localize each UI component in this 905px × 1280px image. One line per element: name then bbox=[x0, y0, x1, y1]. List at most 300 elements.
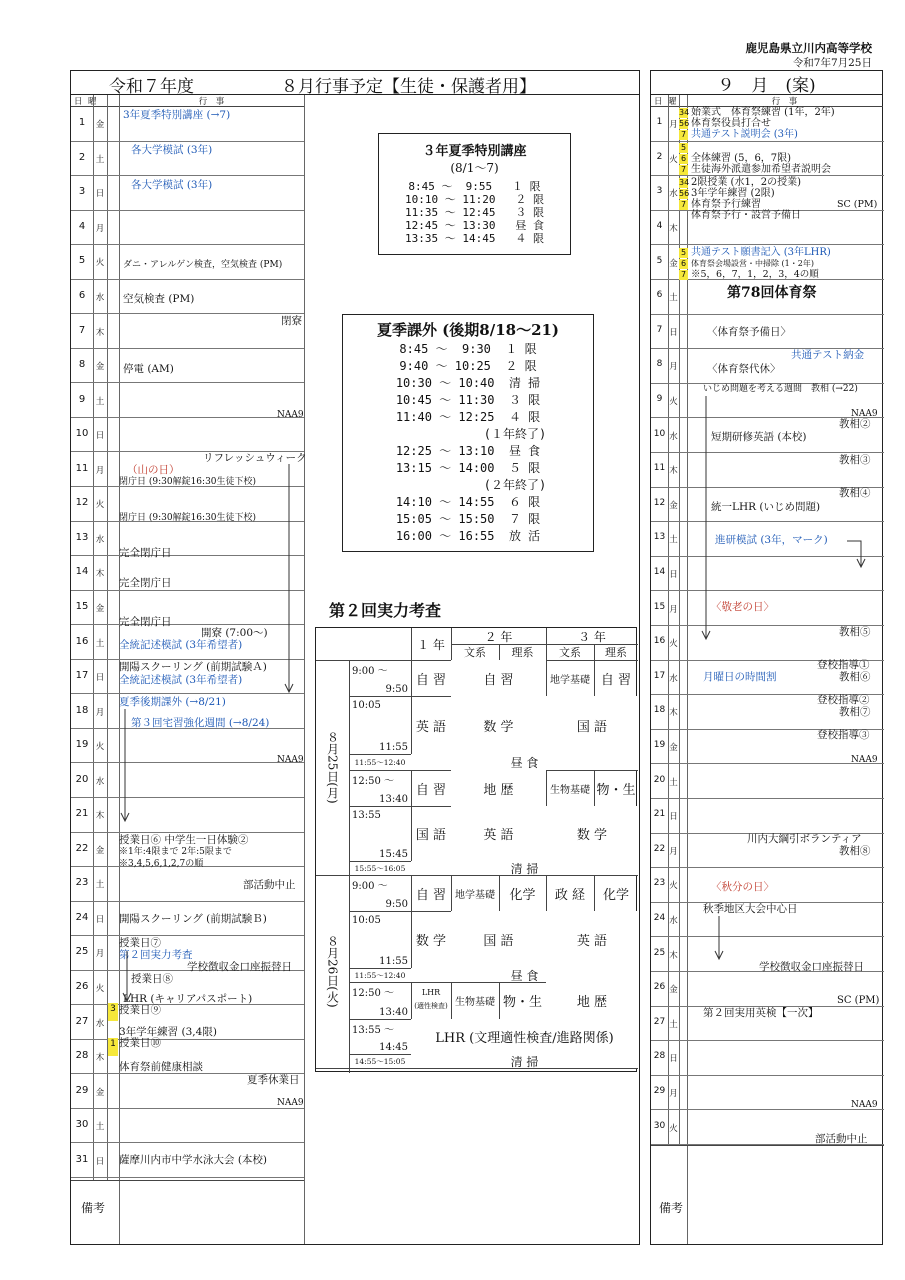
event: 閉庁日 (9:30解錠16:30生徒下校) bbox=[119, 513, 257, 523]
exam-table bbox=[315, 627, 637, 1072]
day-number: 21 bbox=[75, 808, 89, 820]
day-number: 13 bbox=[653, 532, 666, 543]
col-day: 日 bbox=[74, 97, 83, 107]
time-cell: 13:55 bbox=[352, 809, 381, 821]
event: 教相③ bbox=[839, 454, 871, 466]
time-cell: 11:55～12:40 bbox=[354, 970, 406, 980]
schedule-line: 11:40 ～ 12:25 ４ 限 bbox=[395, 410, 541, 424]
subject-cell: 自 習 bbox=[451, 660, 546, 696]
event: 教相⑤ bbox=[839, 626, 871, 638]
event: 体育祭前健康相談 bbox=[119, 1061, 203, 1073]
weekday: 月 bbox=[95, 465, 105, 476]
weekday: 月 bbox=[669, 604, 678, 615]
box-title: ３年夏季特別講座 bbox=[422, 144, 527, 159]
event: 2限授業 (水1，2の授業) bbox=[691, 177, 802, 188]
september-schedule bbox=[650, 70, 883, 1245]
event: 登校指導② bbox=[817, 694, 870, 706]
event: 体育祭役員打合せ bbox=[691, 118, 771, 129]
schedule-line: (１年終了) bbox=[389, 427, 547, 441]
weekday: 火 bbox=[669, 881, 678, 892]
event: 3年学年練習 (2限) bbox=[691, 188, 775, 199]
subject-cell: 数 学 bbox=[415, 934, 447, 949]
day-number: 5 bbox=[78, 255, 86, 267]
event: ダニ・アレルゲン検査，空気検査 (PM) bbox=[123, 260, 283, 270]
day-number: 15 bbox=[653, 601, 666, 612]
period-marker: 56 bbox=[679, 119, 690, 128]
weekday: 日 bbox=[95, 1156, 105, 1167]
event: 共通テスト納金 bbox=[791, 349, 865, 361]
event: 体育祭会場設営・中掃除 (1・2年) bbox=[691, 259, 814, 268]
event: 薩摩川内市中学水泳大会 (本校) bbox=[119, 1154, 268, 1166]
day-number: 13 bbox=[75, 531, 89, 543]
weekday: 日 bbox=[669, 1054, 678, 1065]
event: （山の日） bbox=[127, 464, 180, 476]
day-number: 14 bbox=[653, 567, 666, 578]
weekday: 土 bbox=[95, 1122, 105, 1133]
day-number: 8 bbox=[78, 359, 86, 371]
day-number: 23 bbox=[75, 877, 89, 889]
header-cell: 文系 bbox=[464, 646, 486, 659]
weekday: 水 bbox=[95, 534, 105, 545]
clean-cell: 清 掃 bbox=[411, 861, 638, 875]
event: 短期研修英語 (本校) bbox=[711, 431, 807, 443]
lunch-cell: 昼 食 bbox=[411, 754, 638, 770]
day-number: 17 bbox=[653, 670, 666, 681]
weekday: 火 bbox=[669, 154, 678, 165]
subject-cell: 国 語 bbox=[451, 911, 546, 968]
event: 授業日⑦ bbox=[119, 937, 161, 949]
day-number: 15 bbox=[75, 600, 89, 612]
schedule-line: 9:40 ～ 10:25 ２ 限 bbox=[399, 359, 537, 373]
weekday: 火 bbox=[95, 742, 105, 753]
col-week: 曜 bbox=[668, 97, 677, 107]
schedule-line: 15:05 ～ 15:50 ７ 限 bbox=[395, 512, 541, 526]
header-cell: ２ 年 bbox=[484, 629, 513, 644]
event: 学校徴収金口座振替日 bbox=[759, 961, 864, 973]
weekday: 日 bbox=[669, 812, 678, 823]
weekday: 火 bbox=[669, 1123, 678, 1134]
day-number: 9 bbox=[78, 393, 86, 405]
day-number: 23 bbox=[653, 878, 666, 889]
weekday: 土 bbox=[669, 1019, 678, 1030]
day-number: 27 bbox=[75, 1015, 89, 1027]
event: 月曜日の時間割 bbox=[703, 671, 777, 683]
weekday: 水 bbox=[669, 916, 678, 927]
day-number: 4 bbox=[656, 221, 663, 232]
weekday: 火 bbox=[669, 397, 678, 408]
time-cell: 11:55 bbox=[379, 741, 408, 753]
subject-cell: 自 習 bbox=[600, 672, 632, 688]
col-day: 日 bbox=[654, 97, 663, 107]
event: 部活動中止 bbox=[815, 1133, 868, 1145]
event: 第３回宅習強化週間 (→8/24) bbox=[131, 717, 270, 729]
day-number: 4 bbox=[78, 220, 86, 232]
summer-extra-box bbox=[342, 314, 594, 552]
day-number: 1 bbox=[78, 117, 86, 129]
weekday: 火 bbox=[95, 984, 105, 995]
period-marker: 34 bbox=[679, 178, 690, 187]
event: 夏季後期課外 (→8/21) bbox=[119, 696, 226, 708]
event: 全統記述模試 (3年希望者) bbox=[119, 674, 243, 686]
weekday: 月 bbox=[669, 120, 678, 131]
period-marker: 1 bbox=[108, 1038, 118, 1056]
period-marker: 34 bbox=[679, 108, 690, 117]
weekday: 金 bbox=[669, 500, 678, 511]
subject-cell: 数 学 bbox=[546, 806, 638, 861]
weekday: 月 bbox=[669, 846, 678, 857]
time-cell: 11:55 bbox=[379, 955, 408, 967]
event: NAA9 bbox=[277, 1098, 304, 1108]
weekday: 水 bbox=[669, 189, 678, 200]
weekday: 月 bbox=[669, 362, 678, 373]
event: 教相⑧ bbox=[839, 845, 871, 857]
event: 登校指導① bbox=[817, 659, 870, 671]
event: 〈秋分の日〉 bbox=[711, 881, 774, 893]
day-number: 26 bbox=[653, 982, 666, 993]
weekday: 金 bbox=[669, 985, 678, 996]
period-marker: 6 bbox=[680, 259, 687, 268]
event: 川内大綱引ボランティア bbox=[747, 833, 862, 845]
arrow-lines bbox=[651, 71, 884, 1246]
time-cell: 15:55～16:05 bbox=[354, 863, 406, 873]
time-cell: 9:00 ～ bbox=[352, 880, 388, 892]
clean-cell: 清 掃 bbox=[411, 1054, 638, 1068]
period-marker: 7 bbox=[680, 165, 687, 174]
time-cell: 13:55 ～ bbox=[352, 1024, 394, 1036]
day-number: 10 bbox=[75, 428, 89, 440]
subject-cell: 政 経 bbox=[554, 887, 586, 903]
event: NAA9 bbox=[851, 1100, 878, 1110]
subject-cell: 英 語 bbox=[451, 806, 546, 861]
time-cell: 10:05 bbox=[352, 914, 381, 926]
divider bbox=[451, 644, 638, 645]
time-cell: 15:45 bbox=[379, 848, 408, 860]
day-number: 27 bbox=[653, 1016, 666, 1027]
day-number: 29 bbox=[75, 1084, 89, 1096]
event: 体育祭予行・設営予備日 bbox=[691, 210, 801, 221]
day-number: 18 bbox=[75, 704, 89, 716]
weekday: 水 bbox=[95, 776, 105, 787]
weekday: 金 bbox=[95, 362, 105, 373]
september-heading: ９ 月 (案) bbox=[717, 76, 816, 96]
weekday: 木 bbox=[669, 224, 678, 235]
weekday: 日 bbox=[95, 914, 105, 925]
weekday: 月 bbox=[669, 1089, 678, 1100]
event: 部活動中止 bbox=[243, 879, 296, 891]
schedule-line: 10:30 ～ 10:40 清 掃 bbox=[395, 376, 541, 390]
day-number: 6 bbox=[656, 290, 663, 301]
weekday: 木 bbox=[95, 1053, 105, 1064]
event: NAA9 bbox=[851, 409, 878, 419]
schedule-line: 11:35 ～ 12:45 ３ 限 bbox=[405, 206, 544, 219]
day-number: 25 bbox=[653, 947, 666, 958]
schedule-line: 10:10 ～ 11:20 ２ 限 bbox=[405, 193, 544, 206]
weekday: 金 bbox=[95, 120, 105, 131]
subject-cell: 英 語 bbox=[415, 719, 447, 735]
day-number: 17 bbox=[75, 670, 89, 682]
event: 授業日⑧ bbox=[131, 973, 173, 985]
event: 進研模試 (3年，マーク) bbox=[715, 534, 828, 546]
event: 完全閉庁日 bbox=[119, 547, 172, 559]
event: 第２回実用英検【一次】 bbox=[703, 1007, 819, 1019]
day-number: 5 bbox=[656, 255, 663, 266]
lunch-cell: 昼 食 bbox=[411, 968, 638, 982]
schedule-line: 12:45 ～ 13:30 昼 食 bbox=[405, 219, 544, 232]
time-cell: 9:50 bbox=[385, 683, 408, 695]
day-number: 22 bbox=[653, 843, 666, 854]
event: 全統記述模試 (3年希望者) bbox=[119, 639, 243, 651]
exam-date: ８月26日(火) bbox=[325, 935, 340, 1008]
day-number: 28 bbox=[75, 1050, 89, 1062]
weekday: 日 bbox=[669, 327, 678, 338]
day-number: 10 bbox=[653, 428, 666, 439]
event: 各大学模試 (3年) bbox=[131, 179, 213, 191]
event: 体育祭予行練習 bbox=[691, 199, 761, 210]
schedule-line: (２年終了) bbox=[389, 478, 547, 492]
fiscal-year: 令和７年度 bbox=[109, 77, 194, 97]
weekday: 月 bbox=[95, 223, 105, 234]
weekday: 木 bbox=[669, 950, 678, 961]
subject-cell: 物・生 bbox=[502, 995, 542, 1010]
subject-cell: 化学 bbox=[602, 887, 629, 903]
day-number: 11 bbox=[75, 462, 89, 474]
header-cell: 理系 bbox=[605, 646, 627, 659]
box-subtitle: (8/1～7) bbox=[450, 161, 499, 175]
weekday: 木 bbox=[95, 811, 105, 822]
day-number: 19 bbox=[653, 740, 666, 751]
time-cell: 9:50 bbox=[385, 898, 408, 910]
day-number: 28 bbox=[653, 1051, 666, 1062]
event: 学校徴収金口座振替日 bbox=[187, 961, 292, 973]
weekday: 日 bbox=[95, 431, 105, 442]
event: ※1年:4限まで 2年:5限まで bbox=[119, 847, 232, 857]
period-marker: 7 bbox=[680, 270, 687, 279]
day-number: 30 bbox=[75, 1119, 89, 1131]
weekday: 木 bbox=[95, 327, 105, 338]
time-cell: 13:40 bbox=[379, 1006, 408, 1018]
period-marker: 7 bbox=[680, 200, 687, 209]
day-number: 2 bbox=[656, 151, 663, 162]
day-number: 2 bbox=[78, 151, 86, 163]
subject-cell: 地学基礎 bbox=[455, 889, 495, 901]
subject-cell: 化学 bbox=[509, 887, 536, 903]
weekday: 土 bbox=[95, 638, 105, 649]
issue-date: 令和7年7月25日 bbox=[792, 57, 872, 69]
school-name: 鹿児島県立川内高等学校 bbox=[745, 41, 872, 55]
event: SC (PM) bbox=[837, 199, 878, 210]
event: いじめ問題を考える週間 教相 (→22) bbox=[703, 384, 858, 394]
period-marker: 6 bbox=[680, 154, 687, 163]
weekday: 土 bbox=[95, 880, 105, 891]
subject-cell: 地 歴 bbox=[546, 982, 638, 1019]
event: 統一LHR (いじめ問題) bbox=[711, 501, 821, 513]
subject-cell: 生物基礎 bbox=[550, 784, 590, 796]
day-number: 7 bbox=[656, 324, 663, 335]
day-number: 24 bbox=[653, 913, 666, 924]
header-cell: １ 年 bbox=[417, 637, 445, 652]
schedule-line: 14:10 ～ 14:55 ６ 限 bbox=[395, 495, 541, 509]
time-cell: 12:50 ～ bbox=[352, 775, 394, 787]
day-number: 6 bbox=[78, 290, 86, 302]
weekday: 月 bbox=[95, 949, 105, 960]
header-cell: 理系 bbox=[511, 646, 534, 659]
weekday: 水 bbox=[95, 293, 105, 304]
schedule-line: 8:45 ～ 9:30 １ 限 bbox=[399, 342, 537, 356]
weekday: 金 bbox=[669, 743, 678, 754]
subject-cell: 地学基礎 bbox=[550, 674, 590, 686]
period-marker: 7 bbox=[680, 130, 687, 139]
day-number: 25 bbox=[75, 946, 89, 958]
event: 閉庁日 (9:30解錠16:30生徒下校) bbox=[119, 477, 257, 487]
weekday: 火 bbox=[669, 639, 678, 650]
event: 始業式 体育祭練習 (1年，2年) bbox=[691, 107, 835, 118]
header-cell: ３ 年 bbox=[578, 629, 606, 644]
day-number: 22 bbox=[75, 842, 89, 854]
day-number: 1 bbox=[656, 117, 663, 128]
day-number: 20 bbox=[75, 773, 89, 785]
divider bbox=[316, 1068, 638, 1069]
weekday: 土 bbox=[95, 396, 105, 407]
weekday: 木 bbox=[669, 708, 678, 719]
weekday: 日 bbox=[95, 673, 105, 684]
weekday: 木 bbox=[95, 569, 105, 580]
weekday: 土 bbox=[669, 293, 678, 304]
exam-title: 第２回実力考査 bbox=[329, 601, 442, 620]
weekday: 金 bbox=[95, 845, 105, 856]
event: 授業日⑩ bbox=[119, 1037, 161, 1049]
day-number: 12 bbox=[653, 497, 666, 508]
subject-cell: 自 習 bbox=[415, 672, 447, 688]
event: 開寮 (7:00～) bbox=[201, 627, 268, 639]
weekday: 水 bbox=[669, 431, 678, 442]
event: ※3,4,5,6,1,2,7の順 bbox=[119, 859, 204, 869]
day-number: 29 bbox=[653, 1086, 666, 1097]
day-number: 31 bbox=[75, 1153, 89, 1165]
event: 開陽スクーリング (前期試験Ｂ) bbox=[119, 913, 267, 925]
time-cell: 10:05 bbox=[352, 699, 381, 711]
day-number: 11 bbox=[653, 463, 666, 474]
event: 閉寮 bbox=[281, 315, 302, 327]
day-number: 9 bbox=[656, 394, 663, 405]
time-cell: 11:55～12:40 bbox=[354, 757, 406, 767]
day-number: 18 bbox=[653, 705, 666, 716]
event: 教相⑦ bbox=[839, 706, 871, 718]
day-number: 26 bbox=[75, 981, 89, 993]
event: 生徒海外派遣参加希望者説明会 bbox=[691, 164, 831, 175]
event: 教相④ bbox=[839, 487, 871, 499]
event: 授業日⑥ 中学生一日体験② bbox=[119, 834, 249, 846]
event: 3年学年練習 (3,4限) bbox=[119, 1026, 217, 1038]
august-heading: ８月行事予定【生徒・保護者用】 bbox=[281, 77, 536, 97]
schedule-line: 8:45 ～ 9:55 １ 限 bbox=[408, 180, 541, 193]
event: NAA9 bbox=[277, 410, 304, 420]
weekday: 水 bbox=[669, 673, 678, 684]
day-number: 7 bbox=[78, 324, 86, 336]
event: LHR (キャリアパスポート) bbox=[123, 993, 253, 1005]
subject-cell: LHR (文理適性検査/進路関係) bbox=[411, 1019, 638, 1054]
day-number: 3 bbox=[78, 186, 86, 198]
day-number: 21 bbox=[653, 809, 666, 820]
weekday: 火 bbox=[95, 258, 105, 269]
schedule-line: 16:00 ～ 16:55 放 活 bbox=[395, 529, 541, 543]
weekday: 水 bbox=[95, 1018, 105, 1029]
col-event: 行 事 bbox=[119, 95, 304, 107]
event: ※5，6，7，1，2，3，4の順 bbox=[691, 269, 819, 280]
event: 教相② bbox=[839, 418, 871, 430]
day-number: 30 bbox=[653, 1120, 666, 1131]
event: NAA9 bbox=[851, 755, 878, 765]
event: 空気検査 (PM) bbox=[123, 293, 195, 305]
exam-date: ８月25日(月) bbox=[325, 731, 340, 804]
event: 開陽スクーリング (前期試験Ａ) bbox=[119, 661, 267, 673]
event: 第78回体育祭 bbox=[727, 285, 817, 301]
event: 3年夏季特別講座 (→7) bbox=[123, 109, 231, 121]
header-cell: 文系 bbox=[559, 646, 581, 659]
schedule-line: 13:15 ～ 14:00 ５ 限 bbox=[395, 461, 541, 475]
day-number: 8 bbox=[656, 359, 663, 370]
time-cell: 14:45 bbox=[379, 1041, 408, 1053]
weekday: 土 bbox=[95, 154, 105, 165]
day-number: 16 bbox=[653, 636, 666, 647]
event: 各大学模試 (3年) bbox=[131, 144, 213, 156]
subject-cell: 国 語 bbox=[415, 828, 447, 843]
time-cell: 14:55～15:05 bbox=[354, 1056, 406, 1066]
col-week: 曜 bbox=[88, 97, 97, 107]
event: 共通テスト願書記入 (3年LHR) bbox=[691, 247, 831, 258]
event: 夏季休業日 bbox=[247, 1074, 300, 1086]
day-number: 12 bbox=[75, 497, 89, 509]
subject-cell: (適性検査) bbox=[414, 1002, 448, 1010]
event: SC (PM) bbox=[837, 995, 880, 1006]
subject-cell: 国 語 bbox=[546, 696, 638, 754]
event: 完全閉庁日 bbox=[119, 577, 172, 589]
day-number: 19 bbox=[75, 739, 89, 751]
weekday: 火 bbox=[95, 500, 105, 511]
day-number: 20 bbox=[653, 774, 666, 785]
time-cell: 9:00 ～ bbox=[352, 665, 388, 677]
day-number: 24 bbox=[75, 911, 89, 923]
summer-lecture-box bbox=[378, 133, 571, 255]
time-cell: 12:50 ～ bbox=[352, 987, 394, 999]
schedule-line: 12:25 ～ 13:10 昼 食 bbox=[395, 444, 541, 458]
event: 停電 (AM) bbox=[123, 363, 174, 375]
event: 完全閉庁日 bbox=[119, 616, 172, 628]
weekday: 日 bbox=[95, 189, 105, 200]
weekday: 日 bbox=[669, 570, 678, 581]
weekday: 土 bbox=[669, 777, 678, 788]
period-marker: 5 bbox=[680, 248, 687, 257]
subject-cell: 地 歴 bbox=[451, 770, 546, 806]
event: 教相⑥ bbox=[839, 671, 871, 683]
event: 〈敬老の日〉 bbox=[711, 601, 774, 613]
time-cell: 13:40 bbox=[379, 793, 408, 805]
event: NAA9 bbox=[277, 755, 304, 765]
subject-cell: LHR bbox=[421, 987, 441, 997]
event: 秋季地区大会中心日 bbox=[703, 903, 798, 915]
schedule-line: 13:35 ～ 14:45 ４ 限 bbox=[405, 232, 544, 245]
weekday: 金 bbox=[669, 258, 678, 269]
weekday: 金 bbox=[95, 603, 105, 614]
day-number: 16 bbox=[75, 635, 89, 647]
remarks-label: 備考 bbox=[659, 1201, 684, 1215]
event: 共通テスト説明会 (3年) bbox=[691, 129, 798, 140]
period-marker: 5 bbox=[680, 143, 687, 152]
remarks-label: 備考 bbox=[81, 1201, 106, 1215]
subject-cell: 生物基礎 bbox=[455, 997, 495, 1008]
weekday: 月 bbox=[95, 707, 105, 718]
subject-cell: 物・生 bbox=[596, 782, 636, 798]
event: 〈体育祭予備日〉 bbox=[707, 326, 791, 338]
